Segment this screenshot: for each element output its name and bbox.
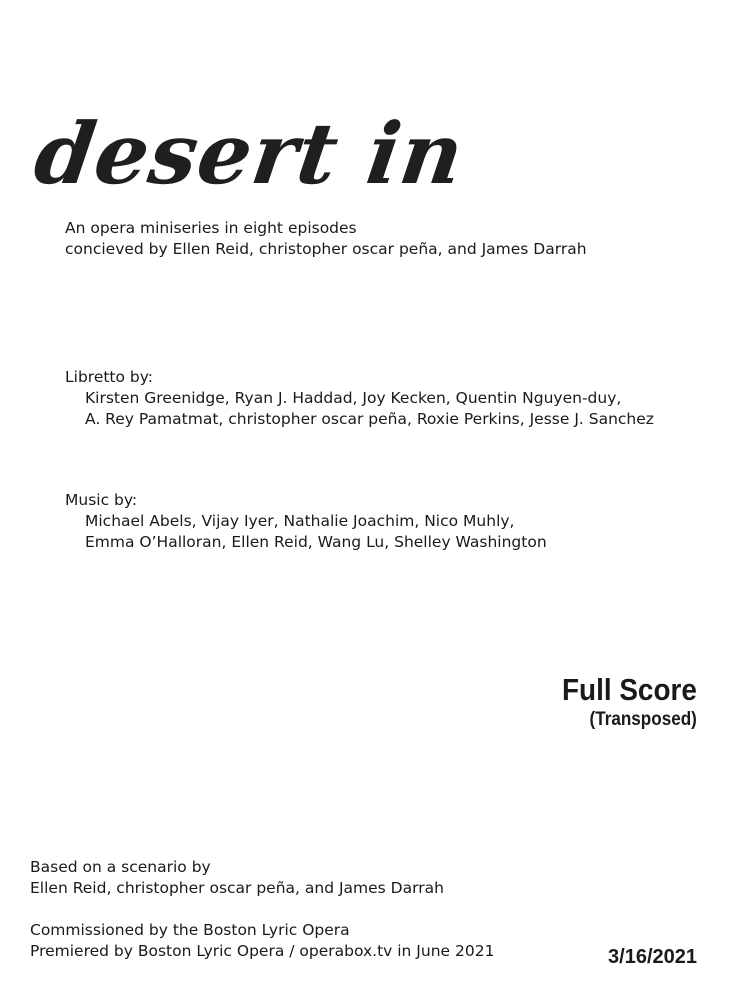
commission-line: Commissioned by the Boston Lyric Opera <box>30 921 350 939</box>
commission-credits <box>30 920 494 962</box>
premiere-line: Premiered by Boston Lyric Opera / operabox.tv in June 2021 <box>30 942 495 960</box>
libretto-credits <box>65 367 654 430</box>
score-title: Full Score <box>562 672 697 707</box>
score-subtitle: (Transposed) <box>589 709 697 730</box>
scenario-line: Based on a scenario by <box>30 858 211 876</box>
subtitle-line: An opera miniseries in eight episodes <box>65 219 357 237</box>
scenario-names-line: Ellen Reid, christopher oscar peña, and James Darrah <box>30 879 444 897</box>
document-title: desert in <box>29 104 471 203</box>
libretto-names-line: A. Rey Pamatmat, christopher oscar peña, Roxie Perkins, Jesse J. Sanchez <box>85 410 654 428</box>
music-credits <box>65 490 547 553</box>
music-names-line: Michael Abels, Vijay Iyer, Nathalie Joachim, Nico Muhly, <box>85 512 515 530</box>
music-heading: Music by: <box>65 491 138 509</box>
scenario-credits <box>30 857 444 899</box>
libretto-names-line: Kirsten Greenidge, Ryan J. Haddad, Joy Kecken, Quentin Nguyen-duy, <box>85 389 622 407</box>
conceived-by-line: concieved by Ellen Reid, christopher oscar peña, and James Darrah <box>65 240 587 258</box>
score-date: 3/16/2021 <box>608 946 697 968</box>
music-names-line: Emma O’Halloran, Ellen Reid, Wang Lu, Shelley Washington <box>85 533 547 551</box>
subtitle-block <box>65 218 587 260</box>
libretto-heading: Libretto by: <box>65 368 154 386</box>
score-type-block <box>547 672 697 732</box>
